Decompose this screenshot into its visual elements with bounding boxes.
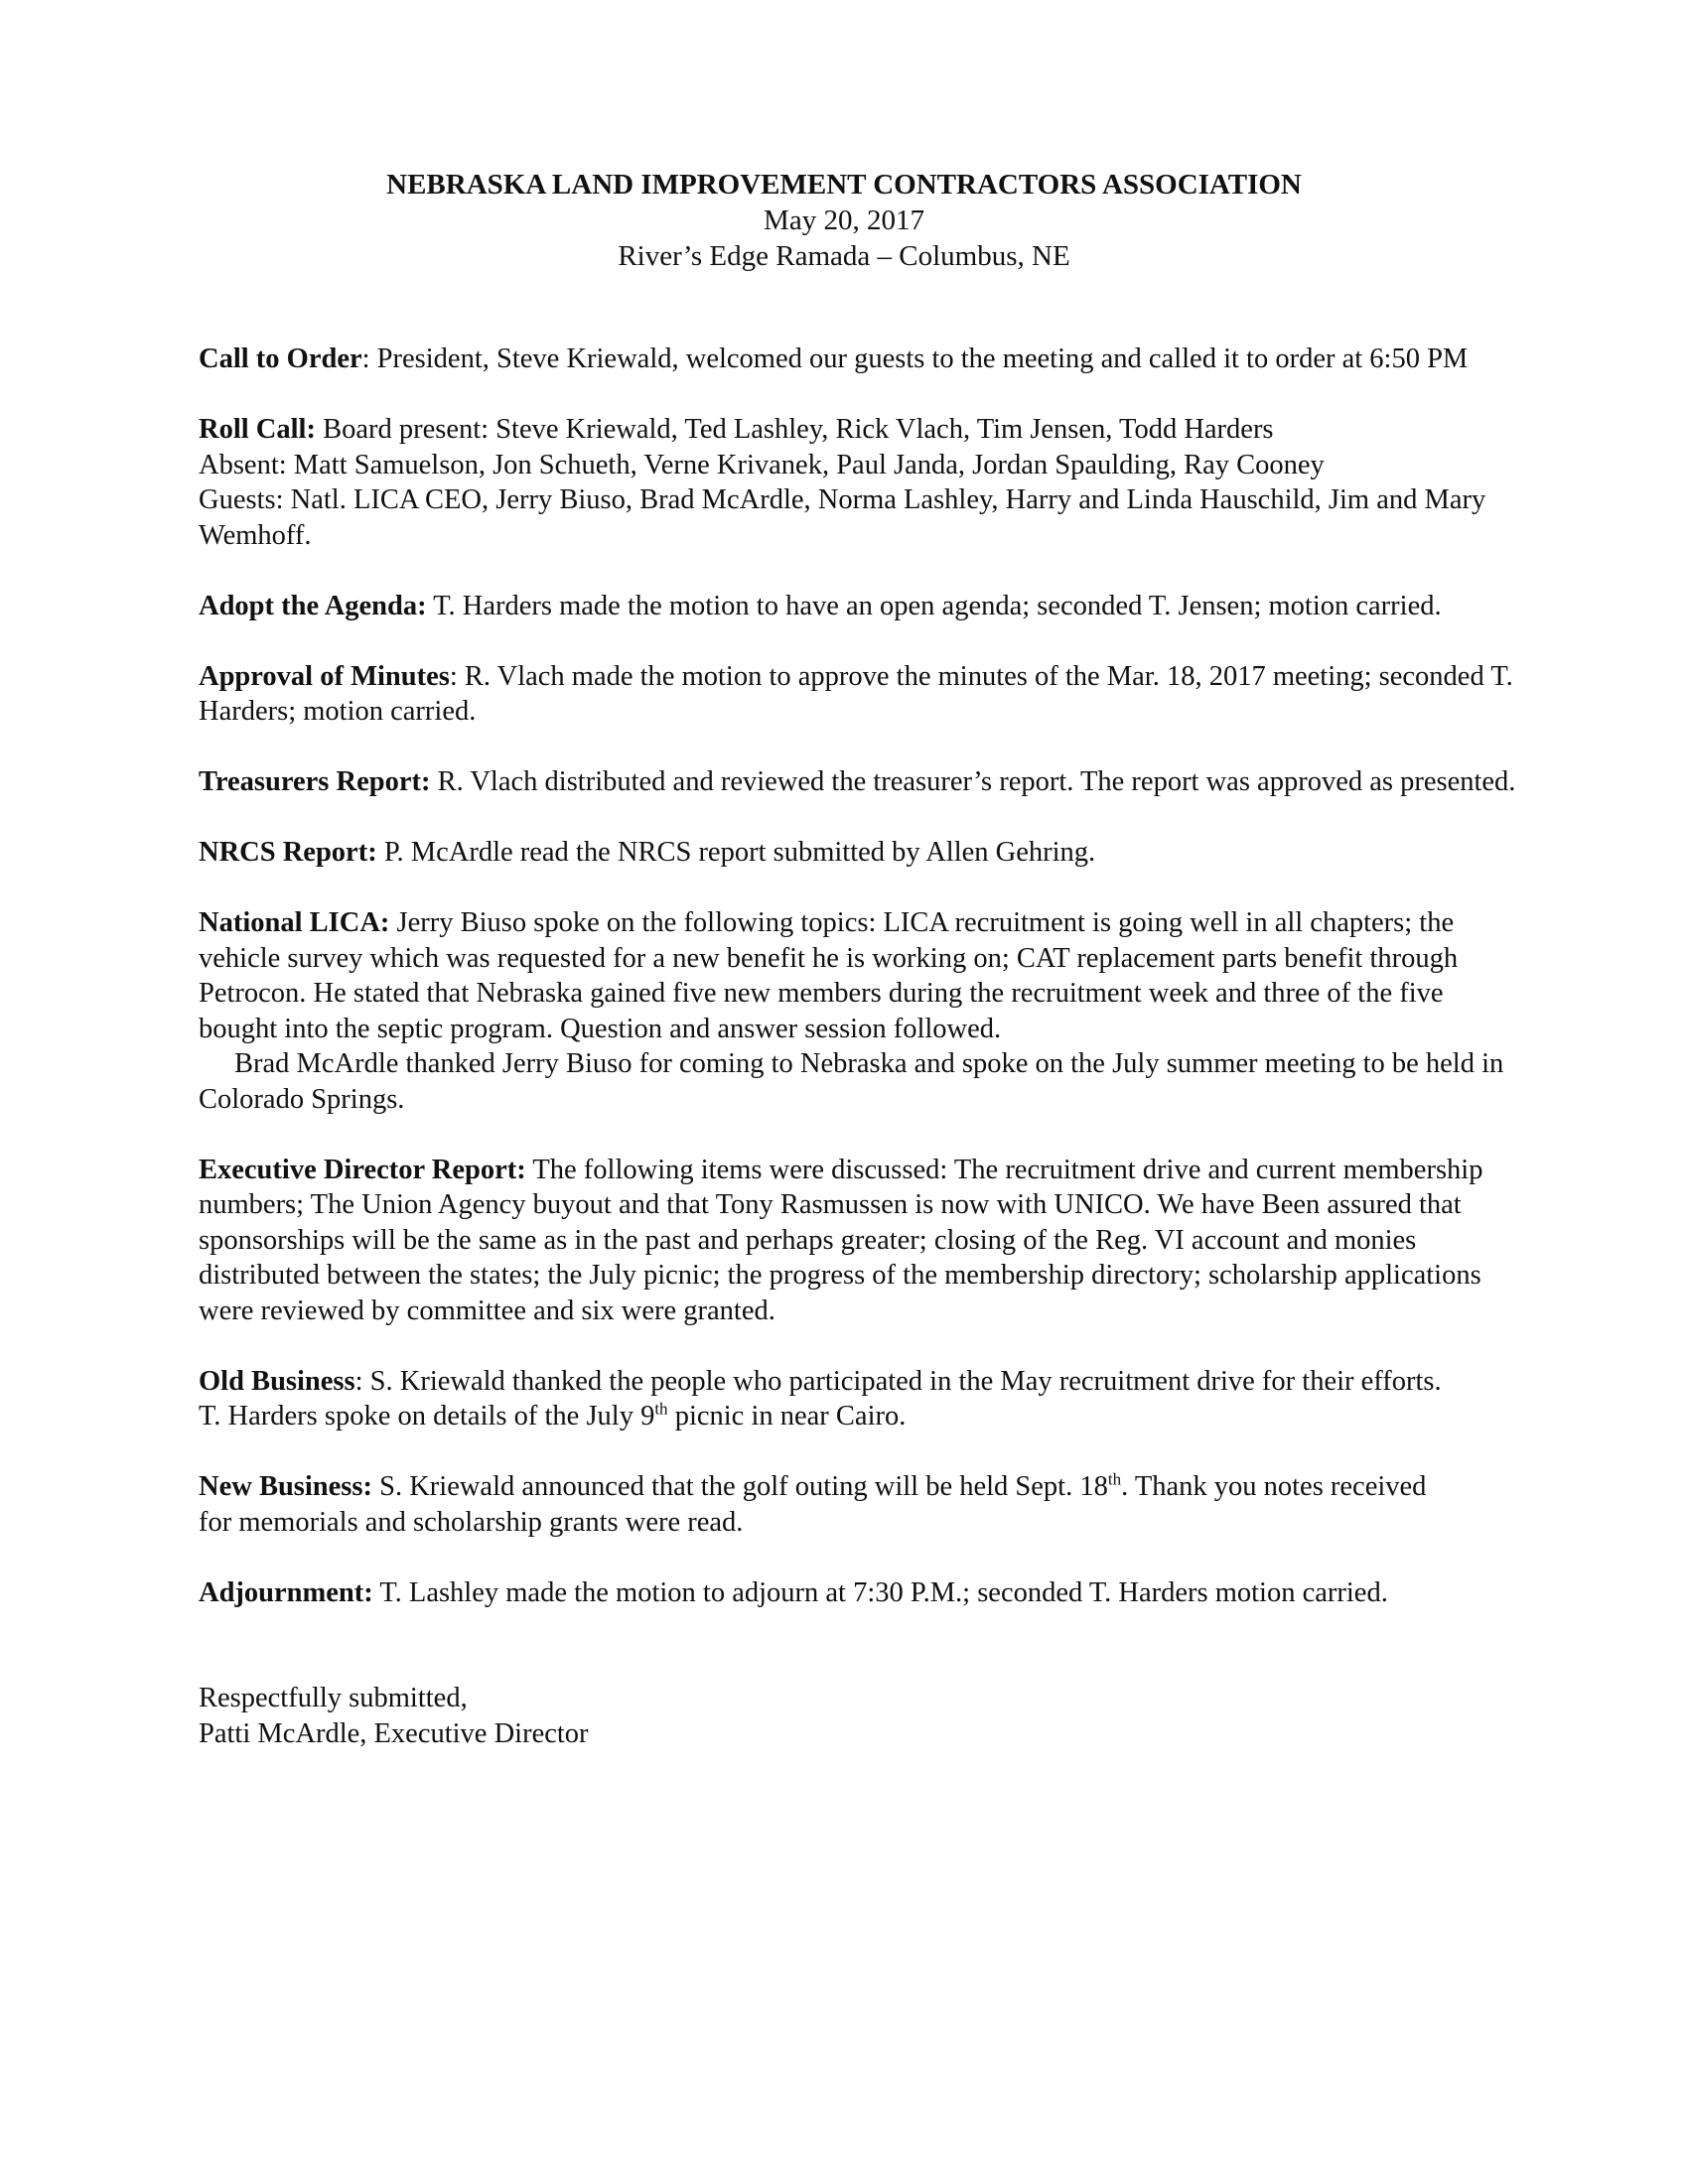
national-lica-paragraph <box>199 905 1519 1046</box>
picnic-text-after: picnic in near Cairo. <box>667 1401 907 1432</box>
nrcs-report-label: NRCS Report: <box>199 837 377 868</box>
new-business-paragraph <box>199 1469 1519 1505</box>
executive-director-text: The following items were discussed: The recruitment drive and current membership numbers; The Union Agency buyout and that Tony Rasmussen is now with UNICO. We have Been assured that sponsorships will be the same as in the past and perhaps greater; closing of the Reg. VI account and monies distributed between the states; the July picnic; the progress of the membership directory; scholarship applications were reviewed by committee and six were granted. <box>199 1154 1483 1326</box>
adopt-agenda-text: T. Harders made the motion to have an open agenda; seconded T. Jensen; motion carried. <box>426 590 1442 621</box>
closing-signer: Patti McArdle, Executive Director <box>199 1717 589 1749</box>
new-business-text-after: . Thank you notes received <box>1121 1471 1427 1502</box>
adjournment-text: T. Lashley made the motion to adjourn at 7:30 P.M.; seconded T. Harders motion carried. <box>372 1576 1388 1608</box>
old-business-text: : S. Kriewald thanked the people who participated in the May recruitment drive for their efforts. <box>354 1365 1442 1397</box>
adopt-agenda-section <box>199 589 1519 624</box>
adjournment-label: Adjournment: <box>199 1576 373 1608</box>
call-to-order-label: Call to Order <box>199 343 362 374</box>
organization-title: NEBRASKA LAND IMPROVEMENT CONTRACTORS ASSOCIATION <box>386 169 1302 201</box>
executive-director-section <box>199 1153 1519 1329</box>
new-business-text-before: S. Kriewald announced that the golf outing will be held Sept. 18 <box>371 1471 1108 1502</box>
roll-call-label: Roll Call: <box>199 414 316 445</box>
national-lica-section <box>199 905 1519 1117</box>
old-business-label: Old Business <box>199 1365 355 1397</box>
treasurers-report-label: Treasurers Report: <box>199 766 431 797</box>
meeting-date: May 20, 2017 <box>764 205 924 236</box>
adjournment-section <box>199 1575 1519 1611</box>
approval-minutes-text: : R. Vlach made the motion to approve the minutes of the Mar. 18, 2017 meeting; seconded T. Harders; motion carried. <box>199 660 1513 727</box>
adopt-agenda-label: Adopt the Agenda: <box>199 590 427 621</box>
national-lica-text: Jerry Biuso spoke on the following topics: LICA recruitment is going well in all chapters; the vehicle survey which was requested for a new benefit he is working on; CAT replacement parts benefit through Petrocon. He stated that Nebraska gained five new members during the recruitment week and three of the five bought into the septic program. Question and answer session followed. <box>199 907 1459 1044</box>
meeting-location: River’s Edge Ramada – Columbus, NE <box>618 240 1070 272</box>
national-lica-followup: Brad McArdle thanked Jerry Biuso for coming to Nebraska and spoke on the July summer meeting to be held in Colorado Springs. <box>199 1048 1504 1115</box>
roll-call-board-present: Board present: Steve Kriewald, Ted Lashley, Rick Vlach, Tim Jensen, Todd Harders <box>315 414 1274 445</box>
roll-call-absent: Absent: Matt Samuelson, Jon Schueth, Verne Krivanek, Paul Janda, Jordan Spaulding, Ray Cooney <box>199 449 1325 480</box>
golf-ordinal-suffix: th <box>1107 1469 1122 1489</box>
approval-minutes-label: Approval of Minutes <box>199 660 450 692</box>
minutes-body <box>199 341 1519 1751</box>
call-to-order-text: : President, Steve Kriewald, welcomed our guests to the meeting and called it to order at 6:50 PM <box>361 343 1469 374</box>
national-lica-label: National LICA: <box>199 907 390 938</box>
picnic-ordinal-suffix: th <box>654 1399 668 1419</box>
roll-call-section <box>199 412 1519 553</box>
nrcs-report-section <box>199 835 1519 871</box>
roll-call-guests: Guests: Natl. LICA CEO, Jerry Biuso, Brad McArdle, Norma Lashley, Harry and Linda Hauschild, Jim and Mary Wemhoff. <box>199 484 1486 551</box>
new-business-label: New Business: <box>199 1471 372 1502</box>
approval-minutes-section <box>199 659 1519 730</box>
new-business-section <box>199 1469 1519 1540</box>
closing-salutation: Respectfully submitted, <box>199 1683 468 1713</box>
new-business-line2: for memorials and scholarship grants were read. <box>199 1506 744 1538</box>
call-to-order-section <box>199 341 1519 377</box>
treasurers-report-text: R. Vlach distributed and reviewed the treasurer’s report. The report was approved as presented. <box>430 766 1516 797</box>
document-header <box>0 167 1688 274</box>
picnic-text-before: T. Harders spoke on details of the July 9 <box>199 1401 655 1432</box>
nrcs-report-text: P. McArdle read the NRCS report submitted by Allen Gehring. <box>376 837 1096 868</box>
old-business-paragraph <box>199 1364 1519 1400</box>
treasurers-report-section <box>199 764 1519 800</box>
old-business-section <box>199 1364 1519 1434</box>
closing-block <box>199 1681 1519 1751</box>
executive-director-label: Executive Director Report: <box>199 1154 526 1185</box>
old-business-picnic-line <box>199 1399 1519 1434</box>
